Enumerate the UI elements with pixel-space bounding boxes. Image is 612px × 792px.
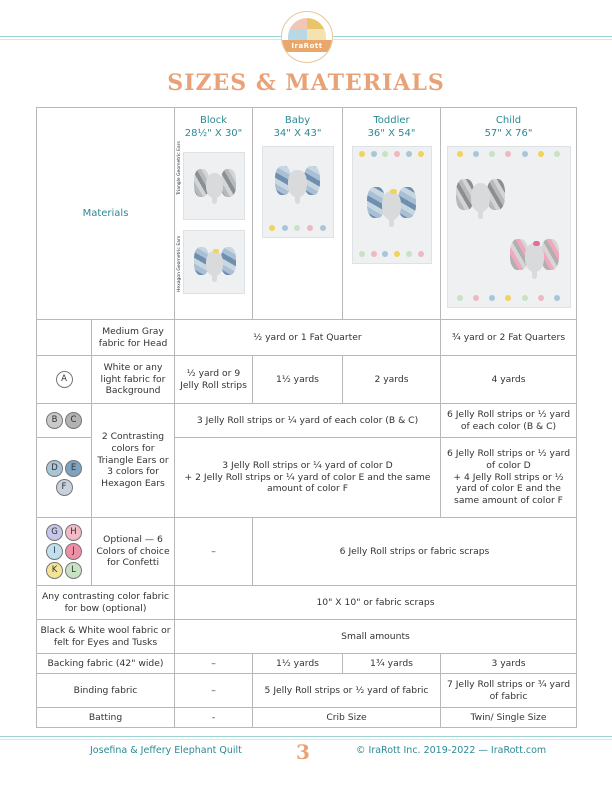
confetti-row	[452, 151, 564, 159]
child-quilt-image	[447, 146, 571, 308]
logo	[281, 11, 333, 63]
amount-cell-block: –	[175, 518, 253, 586]
amount-cell: Small amounts	[175, 620, 577, 654]
size-dims: 57" X 76"	[484, 128, 533, 139]
badge-i: I	[46, 543, 63, 560]
amount-line: 3 Jelly Roll strips or ¼ yard of color D	[222, 459, 393, 471]
badge-f: F	[56, 479, 73, 496]
badge-d: D	[46, 460, 63, 477]
row-binding	[37, 674, 577, 708]
amount-line: + 4 Jelly Roll strips or ½ yard of color E and the same amount of color F	[453, 471, 564, 507]
ear	[487, 179, 504, 211]
material-label: Optional — 6 Colors of choice for Confetti	[92, 518, 175, 586]
elephant	[190, 159, 240, 209]
amount-cell: 3 Jelly Roll strips or ¼ yard of each color (B & C)	[175, 404, 441, 438]
badge-e: E	[65, 460, 82, 477]
amount-cell: 5 Jelly Roll strips or ½ yard of fabric	[253, 674, 441, 708]
bow	[390, 189, 397, 194]
amount-line: + 2 Jelly Roll strips or ¼ yard of color E and the same amount of color F	[184, 471, 431, 495]
size-name: Baby	[284, 115, 311, 126]
row-head-fabric	[37, 320, 577, 356]
confetti-row	[452, 295, 564, 303]
row-eyes	[37, 620, 577, 654]
badge-cell	[37, 438, 92, 518]
trunk	[389, 213, 395, 228]
amount-cell-child: 7 Jelly Roll strips or ¾ yard of fabric	[441, 674, 577, 708]
badge-cell	[37, 404, 92, 438]
amount-cell: Crib Size	[253, 708, 441, 728]
amount-cell: ½ yard or 1 Fat Quarter	[175, 320, 441, 356]
material-label: Any contrasting color fabric for bow (optional)	[37, 586, 175, 620]
page-title: SIZES & MATERIALS	[167, 70, 445, 96]
size-name: Child	[495, 115, 522, 126]
elephant	[506, 227, 564, 285]
material-label: Black & White wool fabric or felt for Eyes and Tusks	[37, 620, 175, 654]
material-label: 2 Contrasting colors for Triangle Ears or 3 colors for Hexagon Ears	[92, 404, 175, 518]
badge-h: H	[65, 524, 82, 541]
column-toddler	[343, 108, 441, 320]
size-name: Block	[199, 115, 228, 126]
row-confetti	[37, 518, 577, 586]
badge-c: C	[65, 412, 82, 429]
confetti-row	[356, 151, 428, 159]
column-block	[175, 108, 253, 320]
badge-g: G	[46, 524, 63, 541]
amount-cell: 6 Jelly Roll strips or fabric scraps	[253, 518, 577, 586]
row-background-fabric	[37, 356, 577, 404]
elephant	[271, 155, 325, 209]
size-dims: 28½" X 30"	[184, 128, 243, 139]
ear	[398, 187, 415, 219]
badge-cell	[37, 356, 92, 404]
row-batting	[37, 708, 577, 728]
logo-pattern	[288, 18, 326, 40]
confetti-row	[356, 251, 428, 259]
row-bow	[37, 586, 577, 620]
amount-cell-child: 3 yards	[441, 654, 577, 674]
size-name: Toddler	[373, 115, 410, 126]
block-hexagon-label: Hexagon Geometric Ears	[177, 235, 182, 292]
block-hexagon-image	[183, 230, 245, 294]
badge-cell	[37, 518, 92, 586]
row-backing	[37, 654, 577, 674]
material-label: Batting	[37, 708, 175, 728]
amount-cell-block: -	[175, 708, 253, 728]
amount-cell-block: –	[175, 674, 253, 708]
material-label: White or any light fabric for Background	[92, 356, 175, 404]
material-label: Medium Gray fabric for Head	[92, 320, 175, 356]
ear	[541, 239, 558, 271]
logo-text: IraRott	[282, 40, 332, 52]
block-triangle-label: Triangle Geometric Ears	[177, 141, 182, 195]
elephant	[363, 175, 421, 233]
amount-line: 6 Jelly Roll strips or ½ yard of color D	[446, 447, 571, 471]
footer-copyright: © IraRott Inc. 2019-2022 — IraRott.com	[356, 745, 547, 756]
elephant	[452, 167, 510, 225]
trunk	[532, 265, 538, 280]
bow	[213, 249, 219, 253]
page-number: 3	[296, 740, 310, 764]
column-baby	[253, 108, 343, 320]
amount-cell-toddler: 1¾ yards	[343, 654, 441, 674]
badge-cell	[37, 320, 92, 356]
column-child	[441, 108, 577, 320]
amount-cell-child: 4 yards	[441, 356, 577, 404]
bow	[533, 241, 540, 246]
amount-cell-block: ½ yard or 9 Jelly Roll strips	[175, 356, 253, 404]
elephant	[190, 237, 240, 287]
row-ears-bc	[37, 404, 577, 438]
amount-cell-baby: 1½ yards	[253, 356, 343, 404]
baby-quilt-image	[262, 146, 334, 238]
trunk	[212, 270, 217, 283]
amount-cell: 10" X 10" or fabric scraps	[175, 586, 577, 620]
badge-l: L	[65, 562, 82, 579]
amount-cell-block: –	[175, 654, 253, 674]
amount-cell-child: 6 Jelly Roll strips or ½ yard of each color (B & C)	[441, 404, 577, 438]
amount-cell-toddler: 2 yards	[343, 356, 441, 404]
trunk	[212, 192, 217, 205]
footer-rule	[0, 736, 612, 737]
size-dims: 34" X 43"	[273, 128, 322, 139]
size-dims: 36" X 54"	[367, 128, 416, 139]
confetti-row	[265, 225, 329, 233]
badge-a: A	[56, 371, 73, 388]
footer-title: Josefina & Jeffery Elephant Quilt	[90, 745, 242, 756]
badge-j: J	[65, 543, 82, 560]
trunk	[478, 205, 484, 220]
trunk	[295, 190, 300, 204]
amount-cell-child: ¾ yard or 2 Fat Quarters	[441, 320, 577, 356]
materials-table	[36, 107, 577, 728]
badge-k: K	[46, 562, 63, 579]
amount-cell-child	[441, 438, 577, 518]
amount-cell-child: Twin/ Single Size	[441, 708, 577, 728]
toddler-quilt-image	[352, 146, 432, 264]
table-header-row	[37, 108, 577, 320]
block-triangle-image	[183, 152, 245, 220]
badge-b: B	[46, 412, 63, 429]
amount-cell-baby: 1½ yards	[253, 654, 343, 674]
material-label: Binding fabric	[37, 674, 175, 708]
material-label: Backing fabric (42" wide)	[37, 654, 175, 674]
materials-column-header: Materials	[37, 108, 175, 320]
amount-cell	[175, 438, 441, 518]
